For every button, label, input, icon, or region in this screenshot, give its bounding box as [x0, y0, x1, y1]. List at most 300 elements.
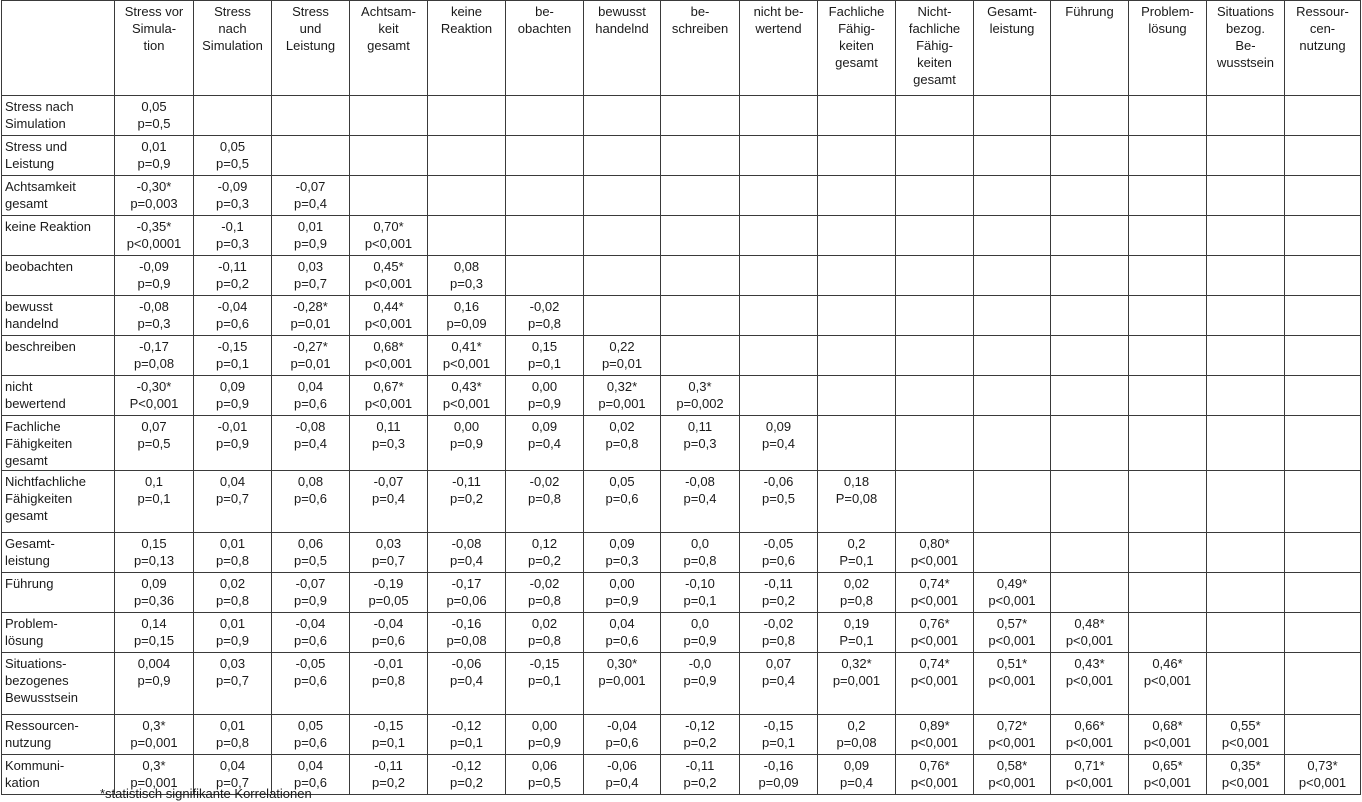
correlation-cell: -0,15 p=0,1 — [740, 715, 818, 755]
correlation-cell: 0,15 p=0,13 — [115, 533, 194, 573]
empty-cell — [896, 336, 974, 376]
empty-cell — [818, 336, 896, 376]
empty-cell — [740, 376, 818, 416]
empty-cell — [1051, 296, 1129, 336]
correlation-cell: 0,44* p<0,001 — [350, 296, 428, 336]
correlation-cell: 0,0 p=0,9 — [661, 613, 740, 653]
empty-cell — [1129, 533, 1207, 573]
table-row — [2, 176, 1361, 216]
empty-cell — [661, 296, 740, 336]
empty-cell — [1207, 416, 1285, 471]
empty-cell — [896, 256, 974, 296]
table-row — [2, 533, 1361, 573]
correlation-cell: 0,01 p=0,9 — [115, 136, 194, 176]
correlation-cell: -0,30* P<0,001 — [115, 376, 194, 416]
empty-cell — [1207, 176, 1285, 216]
correlation-cell: 0,73* p<0,001 — [1285, 755, 1361, 795]
correlation-cell: 0,89* p<0,001 — [896, 715, 974, 755]
empty-cell — [1207, 471, 1285, 533]
empty-cell — [1051, 376, 1129, 416]
correlation-cell: 0,1 p=0,1 — [115, 471, 194, 533]
table-row — [2, 216, 1361, 256]
empty-cell — [1285, 653, 1361, 715]
correlation-cell: 0,18 P=0,08 — [818, 471, 896, 533]
column-header: be- schreiben — [661, 1, 740, 96]
correlation-cell: 0,32* p=0,001 — [584, 376, 661, 416]
correlation-cell: 0,45* p<0,001 — [350, 256, 428, 296]
empty-cell — [974, 176, 1051, 216]
empty-cell — [1207, 296, 1285, 336]
empty-cell — [1051, 96, 1129, 136]
correlation-cell: 0,2 p=0,08 — [818, 715, 896, 755]
correlation-cell: 0,80* p<0,001 — [896, 533, 974, 573]
empty-cell — [1285, 613, 1361, 653]
row-label: Achtsamkeit gesamt — [2, 176, 115, 216]
empty-cell — [1285, 96, 1361, 136]
empty-cell — [818, 376, 896, 416]
row-label: Kommuni- kation — [2, 755, 115, 795]
correlation-table — [1, 0, 1361, 795]
empty-cell — [974, 216, 1051, 256]
correlation-cell: 0,00 p=0,9 — [506, 376, 584, 416]
correlation-cell: -0,02 p=0,8 — [506, 471, 584, 533]
empty-cell — [428, 176, 506, 216]
correlation-cell: -0,17 p=0,08 — [115, 336, 194, 376]
correlation-cell: -0,06 p=0,5 — [740, 471, 818, 533]
row-label: Problem- lösung — [2, 613, 115, 653]
correlation-cell: 0,51* p<0,001 — [974, 653, 1051, 715]
empty-cell — [1207, 613, 1285, 653]
correlation-cell: 0,3* p=0,002 — [661, 376, 740, 416]
correlation-cell: 0,16 p=0,09 — [428, 296, 506, 336]
correlation-cell: 0,41* p<0,001 — [428, 336, 506, 376]
correlation-cell: 0,02 p=0,8 — [506, 613, 584, 653]
correlation-cell: 0,43* p<0,001 — [1051, 653, 1129, 715]
empty-cell — [1207, 573, 1285, 613]
correlation-cell: -0,05 p=0,6 — [740, 533, 818, 573]
correlation-cell: 0,49* p<0,001 — [974, 573, 1051, 613]
correlation-cell: 0,74* p<0,001 — [896, 573, 974, 613]
correlation-cell: 0,02 p=0,8 — [818, 573, 896, 613]
correlation-cell: 0,02 p=0,8 — [194, 573, 272, 613]
table-row — [2, 573, 1361, 613]
correlation-cell: -0,11 p=0,2 — [740, 573, 818, 613]
empty-cell — [1285, 573, 1361, 613]
correlation-cell: 0,01 p=0,8 — [194, 533, 272, 573]
correlation-cell: -0,04 p=0,6 — [194, 296, 272, 336]
correlation-cell: 0,66* p<0,001 — [1051, 715, 1129, 755]
correlation-cell: -0,02 p=0,8 — [506, 296, 584, 336]
correlation-cell: 0,08 p=0,3 — [428, 256, 506, 296]
empty-cell — [1285, 296, 1361, 336]
empty-cell — [1285, 216, 1361, 256]
empty-cell — [740, 136, 818, 176]
correlation-cell: 0,09 p=0,4 — [818, 755, 896, 795]
column-header: Nicht- fachliche Fähig- keiten gesamt — [896, 1, 974, 96]
empty-cell — [584, 136, 661, 176]
correlation-cell: 0,00 p=0,9 — [428, 416, 506, 471]
empty-cell — [1051, 256, 1129, 296]
correlation-cell: -0,11 p=0,2 — [194, 256, 272, 296]
correlation-cell: -0,30* p=0,003 — [115, 176, 194, 216]
column-header: keine Reaktion — [428, 1, 506, 96]
empty-cell — [896, 296, 974, 336]
empty-cell — [974, 256, 1051, 296]
correlation-cell: 0,06 p=0,5 — [272, 533, 350, 573]
correlation-cell: 0,55* p<0,001 — [1207, 715, 1285, 755]
correlation-cell: 0,15 p=0,1 — [506, 336, 584, 376]
empty-cell — [896, 136, 974, 176]
correlation-cell: 0,57* p<0,001 — [974, 613, 1051, 653]
correlation-cell: 0,30* p=0,001 — [584, 653, 661, 715]
row-label: Nichtfachliche Fähigkeiten gesamt — [2, 471, 115, 533]
correlation-cell: 0,07 p=0,4 — [740, 653, 818, 715]
empty-cell — [1207, 376, 1285, 416]
column-header: Gesamt- leistung — [974, 1, 1051, 96]
empty-cell — [1129, 176, 1207, 216]
correlation-cell: 0,2 P=0,1 — [818, 533, 896, 573]
correlation-cell: 0,03 p=0,7 — [272, 256, 350, 296]
empty-cell — [1129, 336, 1207, 376]
correlation-cell: 0,04 p=0,6 — [272, 755, 350, 795]
empty-cell — [1051, 136, 1129, 176]
correlation-cell: 0,05 p=0,5 — [115, 96, 194, 136]
empty-cell — [1051, 216, 1129, 256]
row-label: nicht bewertend — [2, 376, 115, 416]
correlation-cell: -0,04 p=0,6 — [350, 613, 428, 653]
correlation-cell: 0,05 p=0,5 — [194, 136, 272, 176]
correlation-cell: 0,01 p=0,9 — [272, 216, 350, 256]
correlation-cell: 0,74* p<0,001 — [896, 653, 974, 715]
empty-cell — [1207, 96, 1285, 136]
empty-cell — [974, 296, 1051, 336]
correlation-cell: 0,06 p=0,5 — [506, 755, 584, 795]
correlation-cell: 0,68* p<0,001 — [350, 336, 428, 376]
row-label: Situations- bezogenes Bewusstsein — [2, 653, 115, 715]
empty-cell — [1285, 336, 1361, 376]
empty-cell — [1285, 176, 1361, 216]
footnote: *statistisch signifikante Korrelationen — [100, 786, 312, 801]
correlation-cell: -0,10 p=0,1 — [661, 573, 740, 613]
column-header: Ressour- cen- nutzung — [1285, 1, 1361, 96]
empty-cell — [740, 256, 818, 296]
correlation-cell: 0,09 p=0,4 — [506, 416, 584, 471]
empty-cell — [740, 336, 818, 376]
empty-cell — [818, 256, 896, 296]
empty-cell — [1129, 256, 1207, 296]
correlation-cell: 0,11 p=0,3 — [661, 416, 740, 471]
empty-cell — [896, 96, 974, 136]
correlation-cell: -0,02 p=0,8 — [740, 613, 818, 653]
empty-cell — [350, 136, 428, 176]
correlation-cell: 0,35* p<0,001 — [1207, 755, 1285, 795]
correlation-cell: 0,67* p<0,001 — [350, 376, 428, 416]
empty-cell — [661, 256, 740, 296]
empty-cell — [818, 176, 896, 216]
table-row — [2, 96, 1361, 136]
correlation-cell: 0,72* p<0,001 — [974, 715, 1051, 755]
correlation-cell: -0,08 p=0,4 — [661, 471, 740, 533]
correlation-cell: 0,48* p<0,001 — [1051, 613, 1129, 653]
empty-cell — [1207, 533, 1285, 573]
correlation-cell: -0,07 p=0,4 — [272, 176, 350, 216]
empty-cell — [1207, 256, 1285, 296]
empty-cell — [740, 216, 818, 256]
correlation-cell: 0,76* p<0,001 — [896, 755, 974, 795]
row-label: bewusst handelnd — [2, 296, 115, 336]
correlation-cell: -0,15 p=0,1 — [350, 715, 428, 755]
empty-cell — [818, 216, 896, 256]
empty-cell — [974, 471, 1051, 533]
empty-cell — [1129, 136, 1207, 176]
correlation-cell: 0,07 p=0,5 — [115, 416, 194, 471]
table-row — [2, 296, 1361, 336]
correlation-cell: 0,43* p<0,001 — [428, 376, 506, 416]
empty-cell — [1207, 336, 1285, 376]
empty-cell — [1285, 136, 1361, 176]
column-header: nicht be- wertend — [740, 1, 818, 96]
empty-cell — [1285, 256, 1361, 296]
correlation-cell: 0,03 p=0,7 — [350, 533, 428, 573]
correlation-cell: -0,01 p=0,9 — [194, 416, 272, 471]
empty-cell — [584, 96, 661, 136]
correlation-cell: -0,08 p=0,4 — [428, 533, 506, 573]
empty-cell — [584, 216, 661, 256]
correlation-cell: 0,3* p=0,001 — [115, 715, 194, 755]
empty-cell — [1051, 573, 1129, 613]
empty-cell — [896, 176, 974, 216]
correlation-cell: 0,00 p=0,9 — [584, 573, 661, 613]
correlation-cell: -0,04 p=0,6 — [584, 715, 661, 755]
table-row — [2, 336, 1361, 376]
correlation-cell: 0,04 p=0,7 — [194, 471, 272, 533]
correlation-cell: -0,11 p=0,2 — [661, 755, 740, 795]
correlation-cell: -0,1 p=0,3 — [194, 216, 272, 256]
empty-cell — [1129, 573, 1207, 613]
correlation-cell: -0,17 p=0,06 — [428, 573, 506, 613]
empty-cell — [1285, 715, 1361, 755]
column-header: Achtsam- keit gesamt — [350, 1, 428, 96]
correlation-cell: 0,09 p=0,36 — [115, 573, 194, 613]
empty-cell — [1129, 613, 1207, 653]
row-label: Stress und Leistung — [2, 136, 115, 176]
row-label: beschreiben — [2, 336, 115, 376]
empty-cell — [740, 176, 818, 216]
correlation-cell: 0,68* p<0,001 — [1129, 715, 1207, 755]
correlation-cell: -0,07 p=0,4 — [350, 471, 428, 533]
correlation-cell: 0,04 p=0,6 — [272, 376, 350, 416]
empty-cell — [818, 416, 896, 471]
column-header: Fachliche Fähig- keiten gesamt — [818, 1, 896, 96]
empty-cell — [194, 96, 272, 136]
empty-cell — [1285, 416, 1361, 471]
empty-cell — [1129, 96, 1207, 136]
empty-cell — [974, 336, 1051, 376]
correlation-cell: -0,12 p=0,2 — [428, 755, 506, 795]
corner-cell — [2, 1, 115, 96]
column-header: Führung — [1051, 1, 1129, 96]
correlation-cell: -0,16 p=0,08 — [428, 613, 506, 653]
column-header: Stress und Leistung — [272, 1, 350, 96]
empty-cell — [506, 256, 584, 296]
correlation-cell: -0,02 p=0,8 — [506, 573, 584, 613]
correlation-cell: 0,0 p=0,8 — [661, 533, 740, 573]
empty-cell — [974, 136, 1051, 176]
empty-cell — [896, 216, 974, 256]
correlation-cell: 0,09 p=0,9 — [194, 376, 272, 416]
row-label: Führung — [2, 573, 115, 613]
empty-cell — [740, 296, 818, 336]
empty-cell — [350, 176, 428, 216]
correlation-cell: -0,11 p=0,2 — [428, 471, 506, 533]
correlation-cell: -0,0 p=0,9 — [661, 653, 740, 715]
correlation-cell: 0,08 p=0,6 — [272, 471, 350, 533]
correlation-cell: 0,22 p=0,01 — [584, 336, 661, 376]
empty-cell — [584, 256, 661, 296]
correlation-cell: 0,05 p=0,6 — [584, 471, 661, 533]
column-header: bewusst handelnd — [584, 1, 661, 96]
row-label: beobachten — [2, 256, 115, 296]
correlation-cell: 0,32* p=0,001 — [818, 653, 896, 715]
empty-cell — [1207, 136, 1285, 176]
empty-cell — [1285, 471, 1361, 533]
correlation-cell: -0,16 p=0,09 — [740, 755, 818, 795]
column-header: Problem- lösung — [1129, 1, 1207, 96]
correlation-cell: 0,02 p=0,8 — [584, 416, 661, 471]
empty-cell — [896, 416, 974, 471]
empty-cell — [272, 96, 350, 136]
empty-cell — [1285, 376, 1361, 416]
correlation-cell: 0,46* p<0,001 — [1129, 653, 1207, 715]
table-row — [2, 136, 1361, 176]
correlation-cell: 0,65* p<0,001 — [1129, 755, 1207, 795]
column-header: be- obachten — [506, 1, 584, 96]
correlation-cell: 0,04 p=0,7 — [194, 755, 272, 795]
correlation-cell: 0,19 P=0,1 — [818, 613, 896, 653]
empty-cell — [272, 136, 350, 176]
correlation-cell: -0,08 p=0,3 — [115, 296, 194, 336]
correlation-cell: 0,09 p=0,3 — [584, 533, 661, 573]
correlation-cell: 0,09 p=0,4 — [740, 416, 818, 471]
empty-cell — [1129, 216, 1207, 256]
table-body — [2, 1, 1361, 795]
empty-cell — [1051, 336, 1129, 376]
empty-cell — [661, 336, 740, 376]
correlation-cell: -0,15 p=0,1 — [194, 336, 272, 376]
correlation-cell: -0,12 p=0,1 — [428, 715, 506, 755]
table-row — [2, 715, 1361, 755]
correlation-cell: 0,01 p=0,8 — [194, 715, 272, 755]
column-header: Stress vor Simula- tion — [115, 1, 194, 96]
correlation-cell: -0,27* p=0,01 — [272, 336, 350, 376]
empty-cell — [1207, 653, 1285, 715]
empty-cell — [818, 296, 896, 336]
empty-cell — [1051, 416, 1129, 471]
empty-cell — [506, 176, 584, 216]
empty-cell — [661, 96, 740, 136]
table-row — [2, 653, 1361, 715]
empty-cell — [896, 376, 974, 416]
empty-cell — [1051, 533, 1129, 573]
empty-cell — [661, 136, 740, 176]
empty-cell — [1129, 296, 1207, 336]
empty-cell — [428, 136, 506, 176]
correlation-cell: 0,76* p<0,001 — [896, 613, 974, 653]
empty-cell — [818, 96, 896, 136]
empty-cell — [974, 416, 1051, 471]
correlation-cell: -0,01 p=0,8 — [350, 653, 428, 715]
correlation-cell: -0,15 p=0,1 — [506, 653, 584, 715]
correlation-cell: 0,004 p=0,9 — [115, 653, 194, 715]
column-header: Stress nach Simulation — [194, 1, 272, 96]
correlation-cell: 0,01 p=0,9 — [194, 613, 272, 653]
empty-cell — [818, 136, 896, 176]
correlation-cell: -0,28* p=0,01 — [272, 296, 350, 336]
empty-cell — [1051, 471, 1129, 533]
empty-cell — [740, 96, 818, 136]
empty-cell — [974, 96, 1051, 136]
correlation-cell: 0,12 p=0,2 — [506, 533, 584, 573]
empty-cell — [1207, 216, 1285, 256]
empty-cell — [661, 216, 740, 256]
row-label: Stress nach Simulation — [2, 96, 115, 136]
correlation-cell: 0,11 p=0,3 — [350, 416, 428, 471]
correlation-cell: 0,3* p=0,001 — [115, 755, 194, 795]
correlation-cell: 0,71* p<0,001 — [1051, 755, 1129, 795]
empty-cell — [974, 533, 1051, 573]
correlation-cell: -0,08 p=0,4 — [272, 416, 350, 471]
correlation-cell: 0,70* p<0,001 — [350, 216, 428, 256]
column-header: Situations bezog. Be- wusstsein — [1207, 1, 1285, 96]
empty-cell — [584, 176, 661, 216]
correlation-cell: 0,03 p=0,7 — [194, 653, 272, 715]
empty-cell — [428, 96, 506, 136]
correlation-cell: -0,11 p=0,2 — [350, 755, 428, 795]
correlation-cell: -0,06 p=0,4 — [584, 755, 661, 795]
table-row — [2, 416, 1361, 471]
empty-cell — [1051, 176, 1129, 216]
correlation-cell: -0,05 p=0,6 — [272, 653, 350, 715]
empty-cell — [506, 136, 584, 176]
correlation-cell: -0,19 p=0,05 — [350, 573, 428, 613]
empty-cell — [584, 296, 661, 336]
correlation-cell: 0,00 p=0,9 — [506, 715, 584, 755]
empty-cell — [1129, 416, 1207, 471]
empty-cell — [896, 471, 974, 533]
row-label: Gesamt- leistung — [2, 533, 115, 573]
correlation-cell: 0,14 p=0,15 — [115, 613, 194, 653]
empty-cell — [428, 216, 506, 256]
correlation-cell: -0,09 p=0,9 — [115, 256, 194, 296]
empty-cell — [506, 96, 584, 136]
correlation-cell: 0,58* p<0,001 — [974, 755, 1051, 795]
table-row — [2, 376, 1361, 416]
empty-cell — [1129, 471, 1207, 533]
table-row — [2, 613, 1361, 653]
row-label: Ressourcen- nutzung — [2, 715, 115, 755]
correlation-cell: -0,12 p=0,2 — [661, 715, 740, 755]
empty-cell — [1129, 376, 1207, 416]
empty-cell — [350, 96, 428, 136]
header-row — [2, 1, 1361, 96]
correlation-cell: -0,06 p=0,4 — [428, 653, 506, 715]
correlation-cell: -0,09 p=0,3 — [194, 176, 272, 216]
correlation-cell: -0,04 p=0,6 — [272, 613, 350, 653]
empty-cell — [974, 376, 1051, 416]
empty-cell — [506, 216, 584, 256]
correlation-cell: 0,04 p=0,6 — [584, 613, 661, 653]
correlation-cell: -0,07 p=0,9 — [272, 573, 350, 613]
